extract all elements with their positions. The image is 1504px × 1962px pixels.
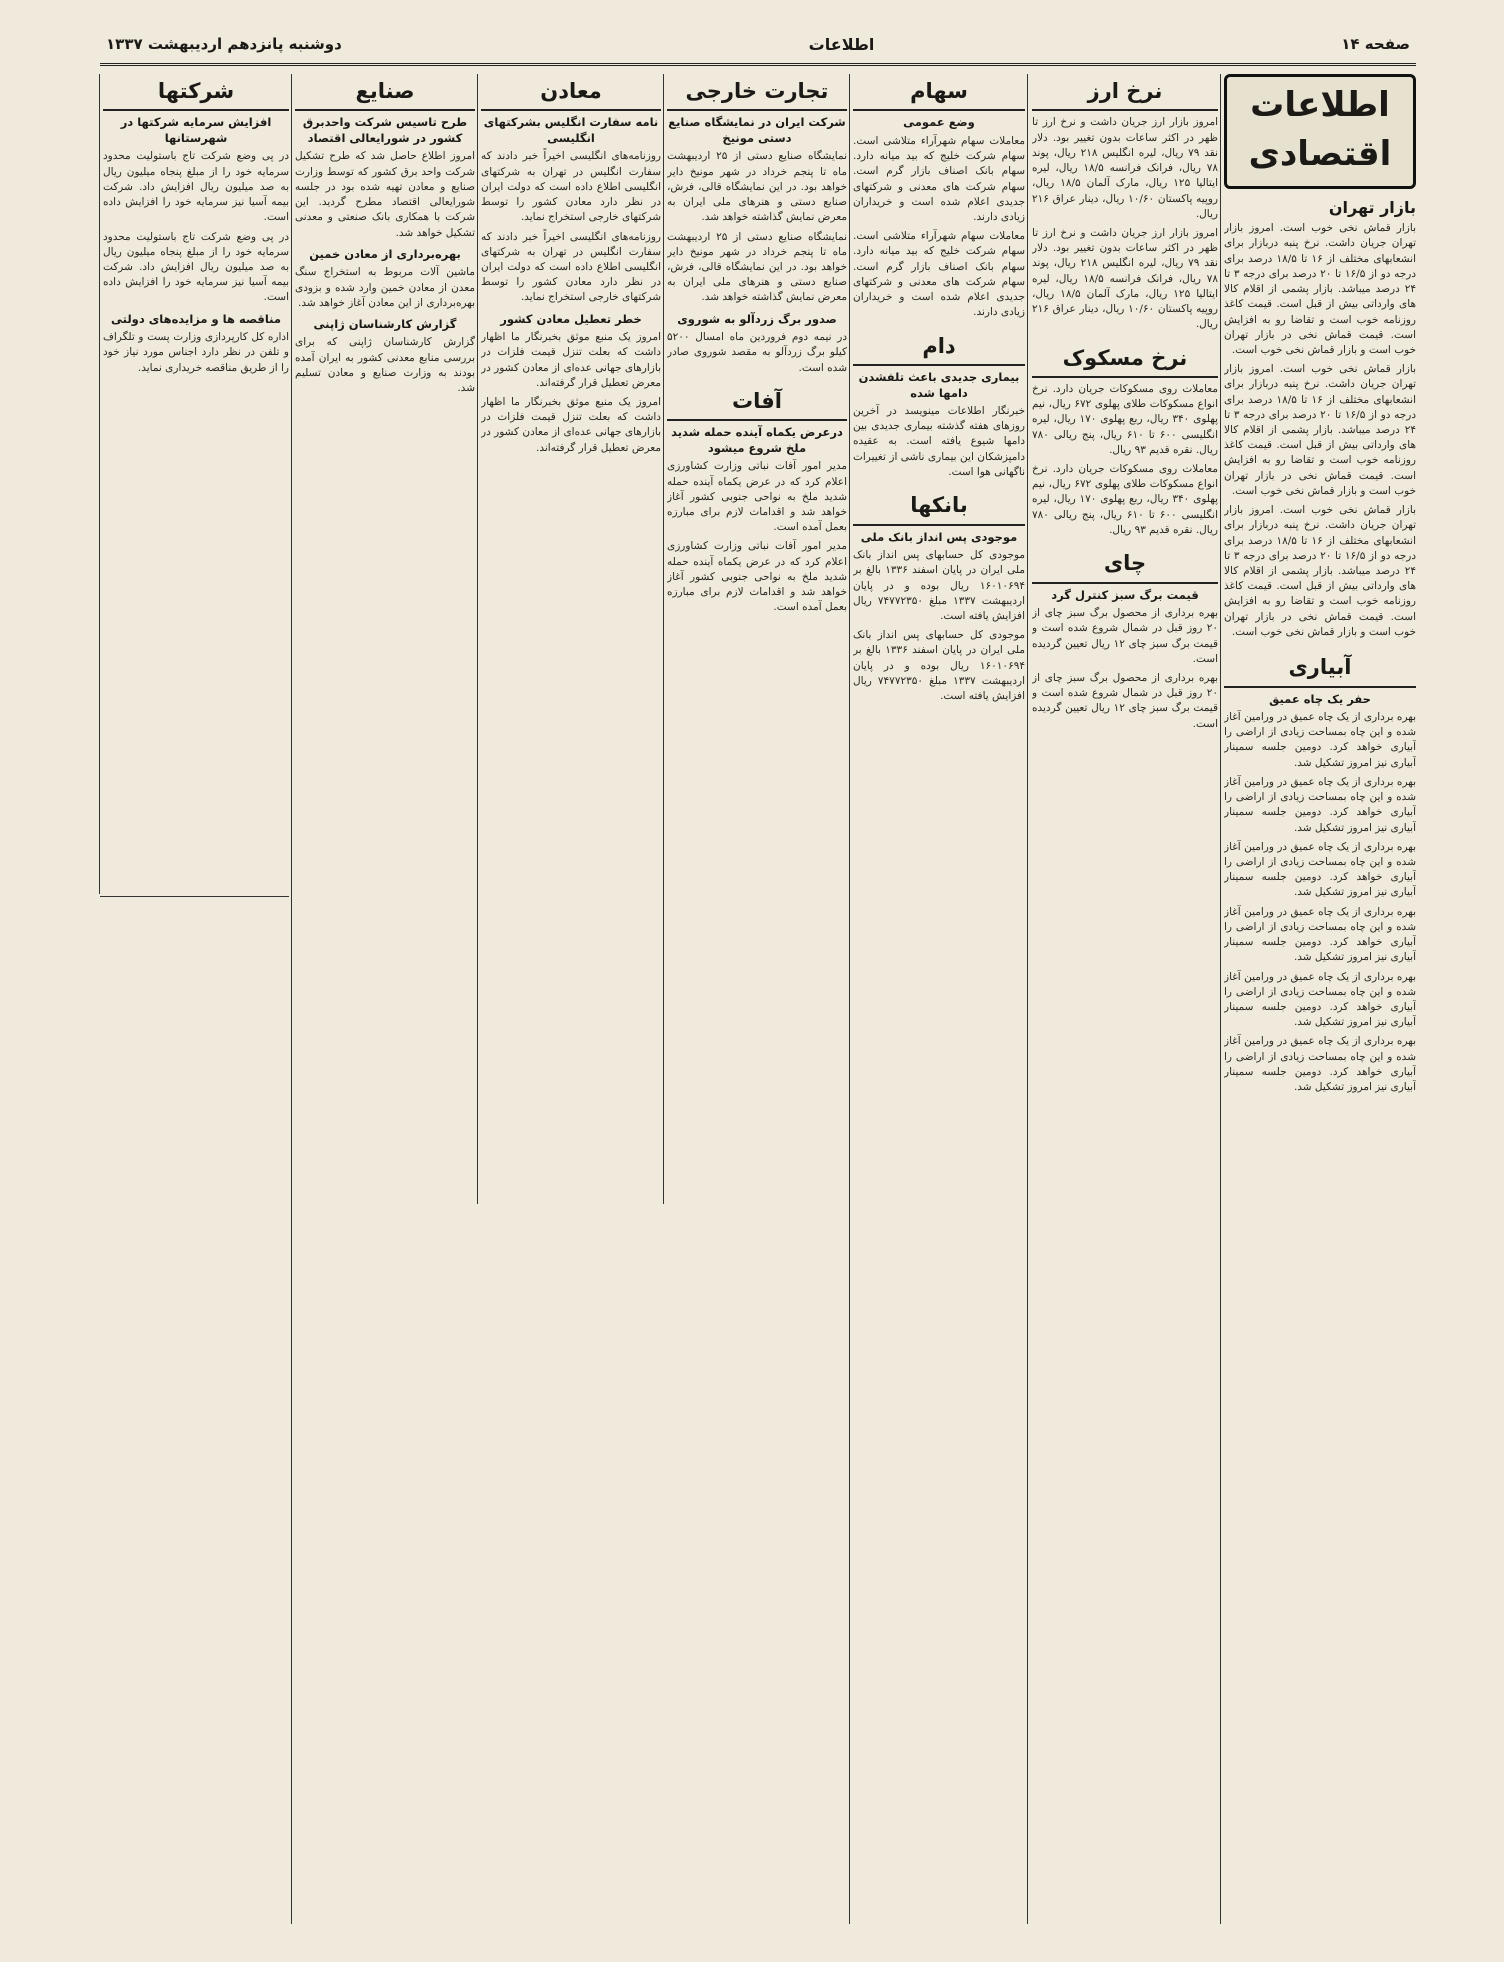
irrigation-body-cont5: بهره برداری از یک چاه عمیق در ورامین آغاز شده و این چاه بمساحت زیادی از اراضی را آبیاری خواهد کرد. دومین جلسه سمینار آبیاری نیز امروز تشکیل شد. bbox=[1224, 1035, 1416, 1094]
currency-column bbox=[1032, 74, 1218, 1204]
irrigation-body-cont4: بهره برداری از یک چاه عمیق در ورامین آغاز شده و این چاه بمساحت زیادی از اراضی را آبیاری خواهد کرد. دومین جلسه سمینار آبیاری نیز امروز تشکیل شد. bbox=[1224, 970, 1416, 1029]
economic-news-column bbox=[1224, 74, 1416, 1924]
banks-headline: موجودی پس انداز بانک ملی bbox=[860, 529, 1018, 544]
irrigation-body-cont: بهره برداری از یک چاه عمیق در ورامین آغاز شده و این چاه بمساحت زیادی از اراضی را آبیاری خواهد کرد. دومین جلسه سمینار آبیاری نیز امروز تشکیل شد. bbox=[1224, 775, 1416, 834]
companies-headline: افزایش سرمایه شرکتها در شهرستانها bbox=[120, 115, 272, 145]
industries-body: امروز اطلاع حاصل شد که طرح تشکیل شرکت واحد برق کشور که توسط وزارت صنایع و معادن تهیه شده بود در جلسه شورایعالی اقتصاد مطرح گردید. این شرکت با همکاری بانک صنعتی و معدنی تشکیل خواهد شد. bbox=[295, 150, 475, 239]
foreign-trade-headline: شرکت ایران در نمایشگاه صنایع دستی مونیخ bbox=[668, 115, 846, 145]
irrigation-section-title: آبیاری bbox=[1224, 650, 1416, 687]
page-number-label: صفحه ۱۴ bbox=[1341, 34, 1410, 53]
companies-sub-body: اداره کل کارپردازی وزارت پست و تلگراف و تلفن در نظر دارد اجناس مورد نیاز خود را از طریق مناقصه خریداری نماید. bbox=[103, 331, 289, 374]
industries-sub-body-2: گزارش کارشناسان ژاپنی که برای بررسی منابع معدنی کشور به ایران آمده بودند به وزارت صنایع و معادن تسلیم شد. bbox=[295, 336, 475, 395]
companies-section-title: شرکتها bbox=[103, 74, 289, 111]
foreign-trade-sub-body: در نیمه دوم فروردین ماه امسال ۵۲۰۰ کیلو برگ زردآلو به مقصد شوروی صادر شده است. bbox=[667, 331, 847, 374]
irrigation-headline: حفر یک چاه عمیق bbox=[1269, 691, 1371, 706]
foreign-trade-column bbox=[667, 74, 847, 1204]
mines-headline: نامه سفارت انگلیس بشرکتهای انگلیسی bbox=[483, 115, 659, 145]
foreign-trade-sub-headline: صدور برگ زردآلو به شوروی bbox=[677, 311, 837, 326]
coins-body: معاملات روی مسکوکات جریان دارد. نرخ انواع مسکوکات طلای پهلوی ۶۷۲ ریال، نیم پهلوی ۳۴۰ ریال، ربع پهلوی ۱۷۰ ریال، لیره انگلیسی ۶۰۰ تا ۶۱۰ ریال، پنج ریالی ۷۸۰ ریال. نقره قدیم ۹۳ ریال. bbox=[1032, 382, 1218, 456]
livestock-body: خبرنگار اطلاعات مینویسد در آخرین روزهای هفته گذشته بیماری جدیدی بین دامها شیوع یافته است. به عقیده دامپزشکان این بیماری ناشی از تغییرات ناگهانی هوا است. bbox=[853, 405, 1025, 478]
mines-column bbox=[481, 74, 661, 1004]
foreign-trade-body-cont: نمایشگاه صنایع دستی از ۲۵ اردیبهشت ماه تا پنجم خرداد در شهر مونیخ دایر خواهد بود. در این نمایشگاه قالی، فرش، صنایع دستی و هنرهای ملی ایران به معرض نمایش گذاشته خواهد شد. bbox=[667, 230, 847, 304]
mines-sub-headline: خطر تعطیل معادن کشور bbox=[500, 311, 642, 326]
tehran-market-title: بازار تهران bbox=[1328, 197, 1416, 217]
industries-sub-headline-2: گزارش کارشناسان ژاپنی bbox=[313, 316, 457, 331]
plague-body-cont: مدیر امور آفات نباتی وزارت کشاورزی اعلام کرد که در عرض یکماه آینده حمله شدید ملخ به نواحی جنوبی کشور آغاز خواهد شد و اقدامات لازم برای مبارزه بعمل آمده است. bbox=[667, 540, 847, 614]
column-divider bbox=[99, 74, 100, 894]
stocks-column bbox=[853, 74, 1025, 1204]
mines-sub-body-cont: امروز یک منبع موثق بخبرنگار ما اظهار داشت که بعلت تنزل قیمت فلزات در بازارهای جهانی عده‌ای از معادن کشور در معرض تعطیل قرار گرفته‌اند. bbox=[481, 396, 661, 454]
foreign-trade-section-title: تجارت خارجی bbox=[667, 74, 847, 111]
industries-column bbox=[295, 74, 475, 1134]
column-divider bbox=[1220, 74, 1221, 1924]
currency-body: امروز بازار ارز جریان داشت و نرخ ارز تا ظهر در اکثر ساعات بدون تغییر بود. دلار نقد ۷۹ ریال، لیره انگلیس ۲۱۸ ریال، پوند ۷۸ ریال، فرانک فرانسه ۱۸/۵ ریال، لیره ایتالیا ۱۲۵ ریال، مارک آلمان ۱۸/۵ ریال، روپیه پاکستان ۱۰/۶۰ ریال، دینار عراق ۲۱۶ ریال. bbox=[1032, 116, 1218, 220]
plague-section-title: آفات bbox=[667, 384, 847, 421]
paper-name: اطلاعات bbox=[808, 34, 875, 54]
tea-body-cont: بهره برداری از محصول برگ سبز چای از ۲۰ روز قبل در شمال شروع شده است و قیمت برگ سبز چای ۱۲ ریال تعیین گردیده است. bbox=[1032, 671, 1218, 730]
industries-sub-headline: بهره‌برداری از معادن خمین bbox=[309, 246, 461, 261]
companies-body: در پی وضع شرکت تاج باستوليت محدود سرمایه خود را از مبلغ پنجاه میلیون ریال به صد میلیون ریال افزایش داد. شرکت بیمه آسیا نیز سرمایه خود را افزایش داده است. bbox=[103, 150, 289, 224]
banks-section-title: بانکها bbox=[853, 488, 1025, 525]
livestock-section-title: دام bbox=[853, 329, 1025, 366]
stocks-body-cont: معاملات سهام شهرآراء متلاشی است. سهام شرکت خلیج که بید میانه دارد. سهام بانک اصناف بازار گرم است. سهام شرکت های معدنی و شرکتهای جدیدی اعلام شده است و خریداران زیادی دارند. bbox=[853, 230, 1025, 319]
mines-sub-body: امروز یک منبع موثق بخبرنگار ما اظهار داشت که بعلت تنزل قیمت فلزات در بازارهای جهانی عده‌ای از معادن کشور در معرض تعطیل قرار گرفته‌اند. bbox=[481, 331, 661, 389]
tehran-market-body: بازار قماش نخی خوب است. امروز بازار تهران جریان داشت. نرخ پنبه دربازار برای انشعابهای مختلف از ۱۶ تا ۱۸/۵ درصد برای درجه دو از ۱۶/۵ تا ۲۰ درصد برای درجه ۳ تا ۲۴ درصد میباشد. بازار پشمی از اقلام کالا های وارداتی بیش از قبل است. قیمت کاغذ روزنامه خوب است و تقاضا رو به افزایش است. قیمت قماش نخی در بازار تهران خوب است و بازار قماش نخی خوب است. bbox=[1224, 222, 1416, 356]
tehran-market-body-cont2: بازار قماش نخی خوب است. امروز بازار تهران جریان داشت. نرخ پنبه دربازار برای انشعابهای مختلف از ۱۶ تا ۱۸/۵ درصد برای درجه دو از ۱۶/۵ تا ۲۰ درصد برای درجه ۳ تا ۲۴ درصد میباشد. بازار پشمی از اقلام کالا های وارداتی بیش از قبل است. قیمت کاغذ روزنامه خوب است و تقاضا رو به افزایش است. قیمت قماش نخی در بازار تهران خوب است و بازار قماش نخی خوب است. bbox=[1224, 504, 1416, 638]
banks-body-cont: موجودی کل حسابهای پس انداز بانک ملی ایران در پایان اسفند ۱۳۳۶ بالغ بر ۱۶۰۱۰۶۹۴ ریال بوده و در پایان اردیبهشت ۱۳۳۷ مبلغ ۷۴۷۷۲۳۵۰ ریال افزایش یافته است. bbox=[853, 629, 1025, 703]
industries-sub-body: ماشین آلات مربوط به استخراج سنگ معدن از معادن خمین وارد شده و بزودی بهره‌برداری از این معادن آغاز خواهد شد. bbox=[295, 266, 475, 309]
currency-body-cont: امروز بازار ارز جریان داشت و نرخ ارز تا ظهر در اکثر ساعات بدون تغییر بود. دلار نقد ۷۹ ریال، لیره انگلیس ۲۱۸ ریال، پوند ۷۸ ریال، فرانک فرانسه ۱۸/۵ ریال، لیره ایتالیا ۱۲۵ ریال، مارک آلمان ۱۸/۵ ریال، روپیه پاکستان ۱۰/۶۰ ریال، دینار عراق ۲۱۶ ریال. bbox=[1032, 226, 1218, 331]
stocks-headline: وضع عمومی bbox=[903, 115, 975, 130]
tehran-market-body-cont: بازار قماش نخی خوب است. امروز بازار تهران جریان داشت. نرخ پنبه دربازار برای انشعابهای مختلف از ۱۶ تا ۱۸/۵ درصد برای درجه دو از ۱۶/۵ تا ۲۰ درصد برای درجه ۳ تا ۲۴ درصد میباشد. بازار پشمی از اقلام کالا های وارداتی بیش از قبل است. قیمت کاغذ روزنامه خوب است و تقاضا رو به افزایش است. قیمت قماش نخی در بازار تهران خوب است و بازار قماش نخی خوب است. bbox=[1224, 363, 1416, 497]
section-masthead: اطلاعات اقتصادی bbox=[1224, 74, 1416, 189]
stocks-section-title: سهام bbox=[853, 74, 1025, 111]
irrigation-body-cont3: بهره برداری از یک چاه عمیق در ورامین آغاز شده و این چاه بمساحت زیادی از اراضی را آبیاری خواهد کرد. دومین جلسه سمینار آبیاری نیز امروز تشکیل شد. bbox=[1224, 905, 1416, 964]
plague-body: مدیر امور آفات نباتی وزارت کشاورزی اعلام کرد که در عرض یکماه آینده حمله شدید ملخ به نواحی جنوبی کشور آغاز خواهد شد و اقدامات لازم برای مبارزه بعمل آمده است. bbox=[667, 460, 847, 534]
companies-sub-headline: مناقصه ها و مزایده‌های دولتی bbox=[111, 311, 281, 326]
industries-headline: طرح تاسیس شرکت واحدبرق کشور در شورایعالی اقتصاد bbox=[302, 115, 468, 145]
mines-body: روزنامه‌های انگلیسی اخیراً خبر دادند که سفارت انگلیس در تهران به شرکتهای انگلیسی اطلاع داده است که دولت ایران در نظر دارد معادن کشور را توسط شرکتهای خارجی استخراج نماید. bbox=[481, 150, 661, 224]
foreign-trade-body: نمایشگاه صنایع دستی از ۲۵ اردیبهشت ماه تا پنجم خرداد در شهر مونیخ دایر خواهد بود. در این نمایشگاه قالی، فرش، صنایع دستی و هنرهای ملی ایران به معرض نمایش گذاشته خواهد شد. bbox=[667, 150, 847, 224]
companies-body-cont: در پی وضع شرکت تاج باستوليت محدود سرمایه خود را از مبلغ پنجاه میلیون ریال به صد میلیون ریال افزایش داد. شرکت بیمه آسیا نیز سرمایه خود را افزایش داده است. bbox=[103, 230, 289, 304]
irrigation-body: بهره برداری از یک چاه عمیق در ورامین آغاز شده و این چاه بمساحت زیادی از اراضی را آبیاری خواهد کرد. دومین جلسه سمینار آبیاری نیز امروز تشکیل شد. bbox=[1224, 711, 1416, 769]
industries-section-title: صنایع bbox=[295, 74, 475, 111]
mines-section-title: معادن bbox=[481, 74, 661, 111]
currency-section-title: نرخ ارز bbox=[1032, 74, 1218, 111]
tea-section-title: چای bbox=[1032, 546, 1218, 583]
coins-section-title: نرخ مسکوک bbox=[1032, 341, 1218, 378]
coins-body-cont: معاملات روی مسکوکات جریان دارد. نرخ انواع مسکوکات طلای پهلوی ۶۷۲ ریال، نیم پهلوی ۳۴۰ ریال، ربع پهلوی ۱۷۰ ریال، لیره انگلیسی ۶۰۰ تا ۶۱۰ ریال، پنج ریالی ۷۸۰ ریال. نقره قدیم ۹۳ ریال. bbox=[1032, 463, 1218, 536]
tea-headline: قیمت برگ سبز کنترل گرد bbox=[1051, 587, 1199, 602]
companies-column bbox=[103, 74, 289, 894]
column-divider bbox=[477, 74, 478, 1204]
mines-body-cont: روزنامه‌های انگلیسی اخیراً خبر دادند که سفارت انگلیس در تهران به شرکتهای انگلیسی اطلاع داده است که دولت ایران در نظر دارد معادن کشور را توسط شرکتهای خارجی استخراج نماید. bbox=[481, 230, 661, 304]
tea-body: بهره برداری از محصول برگ سبز چای از ۲۰ روز قبل در شمال شروع شده است و قیمت برگ سبز چای ۱۲ ریال تعیین گردیده است. bbox=[1032, 607, 1218, 665]
irrigation-body-cont2: بهره برداری از یک چاه عمیق در ورامین آغاز شده و این چاه بمساحت زیادی از اراضی را آبیاری خواهد کرد. دومین جلسه سمینار آبیاری نیز امروز تشکیل شد. bbox=[1224, 840, 1416, 899]
horizontal-rule bbox=[100, 896, 289, 897]
page-header bbox=[100, 26, 1416, 66]
banks-body: موجودی کل حسابهای پس انداز بانک ملی ایران در پایان اسفند ۱۳۳۶ بالغ بر ۱۶۰۱۰۶۹۴ ریال بوده و در پایان اردیبهشت ۱۳۳۷ مبلغ ۷۴۷۷۲۳۵۰ ریال افزایش یافته است. bbox=[853, 549, 1025, 622]
column-divider bbox=[1027, 74, 1028, 1924]
livestock-headline: بیماری جدیدی باعث تلفشدن دامها شده bbox=[858, 370, 1020, 400]
column-divider bbox=[849, 74, 850, 1924]
page-content bbox=[100, 66, 1416, 1926]
plague-headline: درعرض یکماه آینده حمله شدید ملخ شروع میشود bbox=[671, 425, 843, 455]
stocks-body: معاملات سهام شهرآراء متلاشی است. سهام شرکت خلیج که بید میانه دارد. سهام بانک اصناف بازار گرم است. سهام شرکت های معدنی و شرکتهای جدیدی اعلام شده است و خریداران زیادی دارند. bbox=[853, 134, 1025, 224]
issue-date: دوشنبه پانزدهم اردیبهشت ۱۳۳۷ bbox=[106, 34, 342, 53]
column-divider bbox=[291, 74, 292, 1924]
column-divider bbox=[663, 74, 664, 1204]
